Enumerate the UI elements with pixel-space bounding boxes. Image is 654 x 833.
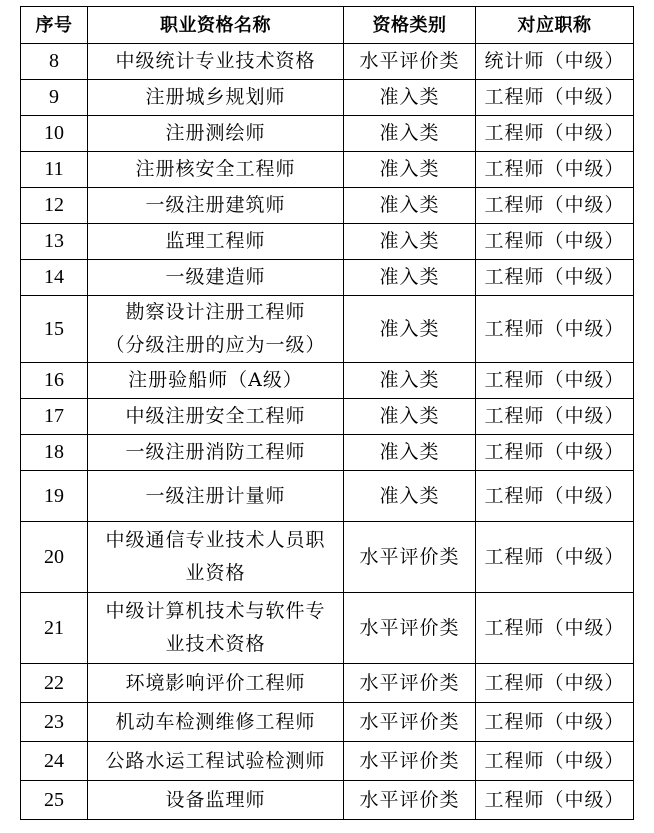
row-type: 准入类 [344, 152, 476, 188]
row-no: 9 [21, 80, 88, 116]
row-name [88, 593, 344, 664]
table-row [21, 703, 634, 742]
row-type: 准入类 [344, 296, 476, 363]
table-row [21, 224, 634, 260]
row-name: 一级注册计量师 [88, 471, 344, 522]
row-name: 一级注册建筑师 [88, 188, 344, 224]
row-name-line-2: 业技术资格 [165, 633, 266, 655]
row-name: 公路水运工程试验检测师 [88, 742, 344, 781]
row-type: 水平评价类 [344, 522, 476, 593]
row-type: 准入类 [344, 435, 476, 471]
row-title: 工程师（中级） [476, 260, 634, 296]
row-title: 工程师（中级） [476, 664, 634, 703]
row-name: 注册测绘师 [88, 116, 344, 152]
row-type: 水平评价类 [344, 703, 476, 742]
table-row [21, 44, 634, 80]
table-row [21, 80, 634, 116]
row-no: 23 [21, 703, 88, 742]
row-name: 中级统计专业技术资格 [88, 44, 344, 80]
row-name: 中级注册安全工程师 [88, 399, 344, 435]
row-name: 注册城乡规划师 [88, 80, 344, 116]
row-no: 25 [21, 781, 88, 820]
row-no: 10 [21, 116, 88, 152]
row-name: 机动车检测维修工程师 [88, 703, 344, 742]
row-title: 工程师（中级） [476, 152, 634, 188]
row-no: 19 [21, 471, 88, 522]
table-row [21, 435, 634, 471]
row-name: 环境影响评价工程师 [88, 664, 344, 703]
table-row [21, 664, 634, 703]
row-type: 准入类 [344, 399, 476, 435]
row-name [88, 522, 344, 593]
row-title: 工程师（中级） [476, 224, 634, 260]
row-name: 监理工程师 [88, 224, 344, 260]
table-row [21, 399, 634, 435]
table-row [21, 742, 634, 781]
row-title: 工程师（中级） [476, 188, 634, 224]
row-type: 水平评价类 [344, 742, 476, 781]
row-title: 统计师（中级） [476, 44, 634, 80]
table-row [21, 116, 634, 152]
row-name: 注册核安全工程师 [88, 152, 344, 188]
row-no: 17 [21, 399, 88, 435]
row-title: 工程师（中级） [476, 703, 634, 742]
row-type: 准入类 [344, 363, 476, 399]
table-row [21, 781, 634, 820]
row-no: 15 [21, 296, 88, 363]
table-header-row [21, 7, 634, 44]
row-type: 水平评价类 [344, 781, 476, 820]
table-row [21, 296, 634, 363]
row-no: 22 [21, 664, 88, 703]
row-type: 水平评价类 [344, 44, 476, 80]
table-row [21, 260, 634, 296]
row-title: 工程师（中级） [476, 363, 634, 399]
row-name: 一级建造师 [88, 260, 344, 296]
table-row [21, 188, 634, 224]
row-title: 工程师（中级） [476, 593, 634, 664]
row-title: 工程师（中级） [476, 471, 634, 522]
row-title: 工程师（中级） [476, 435, 634, 471]
row-no: 16 [21, 363, 88, 399]
header-no: 序号 [21, 7, 88, 44]
row-title: 工程师（中级） [476, 781, 634, 820]
header-type: 资格类别 [344, 7, 476, 44]
row-type: 准入类 [344, 80, 476, 116]
row-name: 设备监理师 [88, 781, 344, 820]
header-name: 职业资格名称 [88, 7, 344, 44]
row-type: 准入类 [344, 224, 476, 260]
row-title: 工程师（中级） [476, 522, 634, 593]
row-name: 注册验船师（A级） [88, 363, 344, 399]
row-type: 准入类 [344, 260, 476, 296]
row-no: 11 [21, 152, 88, 188]
row-title: 工程师（中级） [476, 399, 634, 435]
row-title: 工程师（中级） [476, 80, 634, 116]
table-row [21, 152, 634, 188]
row-name: 一级注册消防工程师 [88, 435, 344, 471]
table-row [21, 593, 634, 664]
header-title: 对应职称 [476, 7, 634, 44]
row-title: 工程师（中级） [476, 742, 634, 781]
row-no: 21 [21, 593, 88, 664]
table-row [21, 471, 634, 522]
qualification-table [20, 6, 634, 820]
row-no: 20 [21, 522, 88, 593]
row-title: 工程师（中级） [476, 296, 634, 363]
row-name-line-1: 中级计算机技术与软件专 [105, 600, 326, 622]
row-type: 准入类 [344, 116, 476, 152]
row-title: 工程师（中级） [476, 116, 634, 152]
row-no: 13 [21, 224, 88, 260]
row-name-line-2: 业资格 [185, 562, 246, 584]
row-no: 12 [21, 188, 88, 224]
row-type: 水平评价类 [344, 664, 476, 703]
row-no: 14 [21, 260, 88, 296]
row-type: 水平评价类 [344, 593, 476, 664]
row-name-line-1: 勘察设计注册工程师 [125, 301, 306, 323]
table-row [21, 522, 634, 593]
row-no: 8 [21, 44, 88, 80]
row-no: 18 [21, 435, 88, 471]
row-type: 准入类 [344, 188, 476, 224]
row-no: 24 [21, 742, 88, 781]
row-type: 准入类 [344, 471, 476, 522]
row-name-line-2: （分级注册的应为一级） [105, 334, 326, 356]
row-name-line-1: 中级通信专业技术人员职 [105, 529, 326, 551]
row-name [88, 296, 344, 363]
table-row [21, 363, 634, 399]
